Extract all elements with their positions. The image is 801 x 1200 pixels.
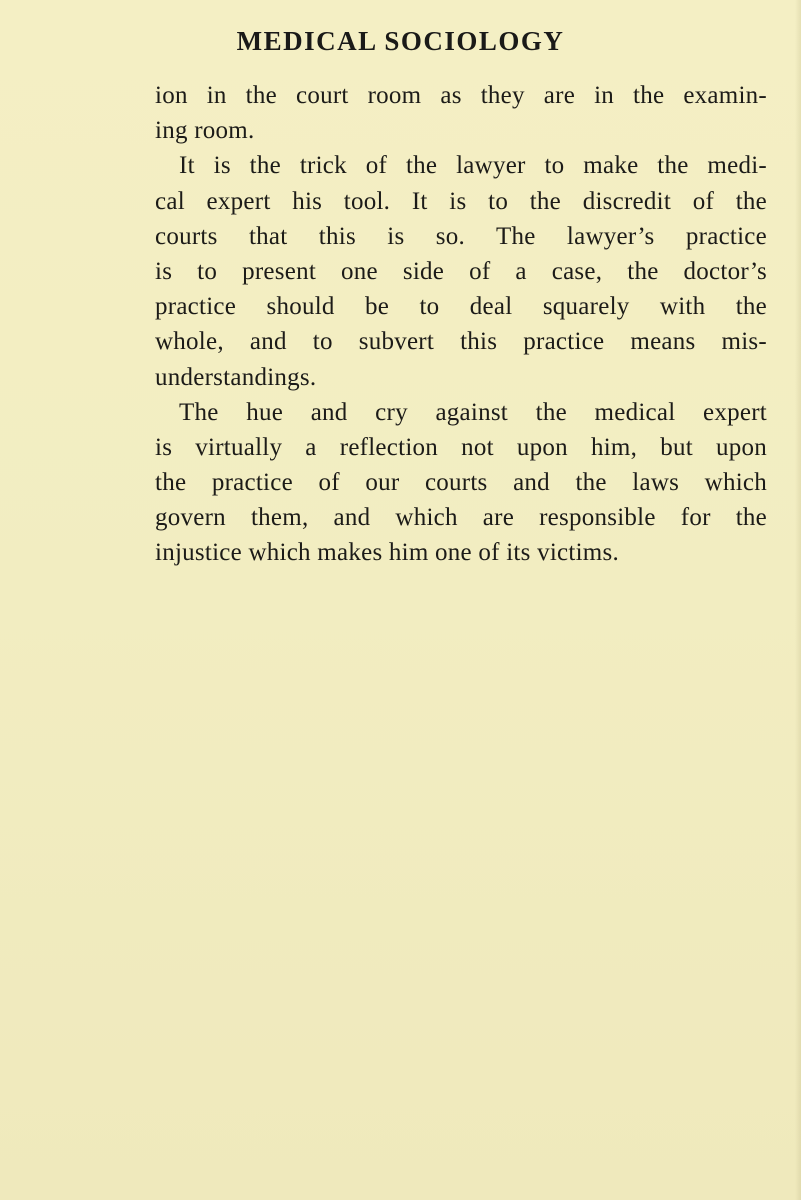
text-line: practice should be to deal squarely with the — [155, 293, 767, 321]
text-line: courts that this is so. The lawyer’s practice — [155, 222, 767, 250]
text-line: injustice which makes him one of its victims. — [155, 539, 619, 567]
body-text — [155, 78, 767, 571]
paragraph-2 — [155, 148, 767, 394]
text-line: understandings. — [155, 363, 317, 391]
text-line: govern them, and which are responsible for the — [155, 504, 767, 532]
paragraph-3 — [155, 395, 767, 571]
text-line: cal expert his tool. It is to the discredit of the — [155, 187, 767, 215]
text-line: is virtually a reflection not upon him, but upon — [155, 433, 767, 461]
text-line: ion in the court room as they are in the examin- — [155, 82, 767, 109]
text-line: ing room. — [155, 117, 255, 145]
text-line: whole, and to subvert this practice means mis- — [155, 328, 767, 356]
text-line: is to present one side of a case, the doctor’s — [155, 257, 767, 285]
text-line: It is the trick of the lawyer to make the medi- — [179, 152, 767, 180]
running-head: MEDICAL SOCIOLOGY — [236, 26, 565, 56]
page-edge-shadow — [795, 0, 801, 1200]
text-line: the practice of our courts and the laws which — [155, 469, 767, 497]
paragraph-1 — [155, 78, 767, 148]
text-line: The hue and cry against the medical expert — [179, 398, 767, 426]
